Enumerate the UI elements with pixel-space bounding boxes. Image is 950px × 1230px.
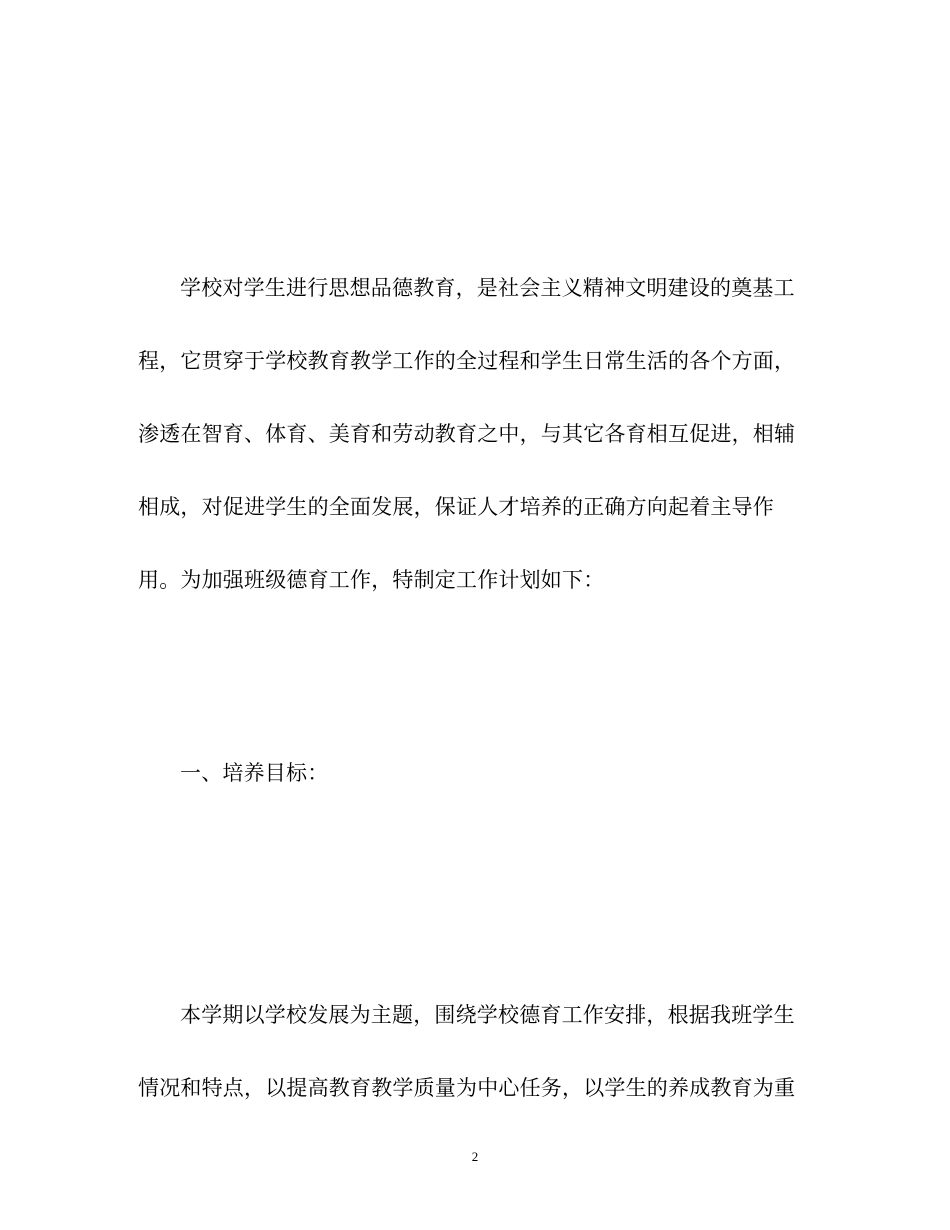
paragraph-1-line-2: 程，它贯穿于学校教育教学工作的全过程和学生日常生活的各个方面， bbox=[138, 349, 796, 373]
paragraph-1-line-4: 相成，对促进学生的全面发展，保证人才培养的正确方向起着主导作 bbox=[138, 495, 774, 519]
paragraph-1-line-1: 学校对学生进行思想品德教育，是社会主义精神文明建设的奠基工 bbox=[180, 276, 795, 300]
paragraph-1-line-3: 渗透在智育、体育、美育和劳动教育之中，与其它各育相互促进，相辅 bbox=[138, 422, 796, 446]
page-number: 2 bbox=[471, 1149, 479, 1164]
section-heading-1: 一、培养目标： bbox=[180, 761, 329, 785]
paragraph-2-line-2: 情况和特点，以提高教育教学质量为中心任务，以学生的养成教育为重 bbox=[138, 1076, 796, 1100]
paragraph-2-line-1: 本学期以学校发展为主题，围绕学校德育工作安排，根据我班学生 bbox=[180, 1003, 795, 1027]
paragraph-1-line-5: 用。为加强班级德育工作，特制定工作计划如下： bbox=[138, 568, 605, 592]
